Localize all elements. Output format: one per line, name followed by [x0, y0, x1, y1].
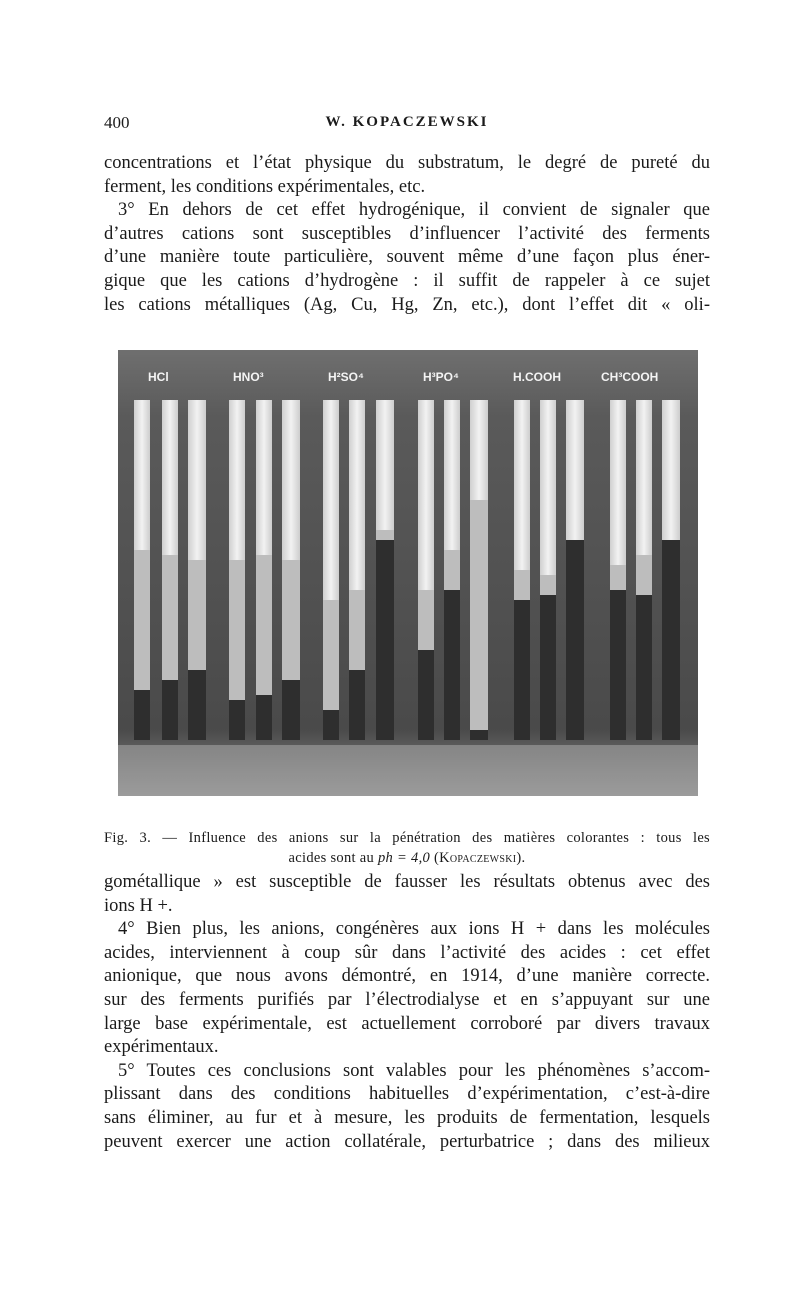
text-line: gique que les cations d’hydrogène : il suffit de rappeler à ce sujet: [104, 270, 710, 291]
text-line: ferment, les conditions expérimentales, etc.: [104, 176, 426, 197]
tube-mid-band: [229, 560, 245, 700]
figure-test-tubes-photo: [118, 350, 698, 796]
test-tube: [256, 400, 272, 740]
test-tube: [134, 400, 150, 740]
tube-mid-band: [540, 575, 556, 595]
text-line: large base expérimentale, est actuellement corroboré par divers travaux: [104, 1013, 710, 1034]
tube-dark-fill: [418, 650, 434, 740]
tube-mid-band: [256, 555, 272, 695]
photo-bottom-band: [118, 745, 698, 796]
figure-caption: [104, 828, 710, 868]
caption-line: [104, 848, 710, 868]
test-tube: [662, 400, 680, 740]
tube-dark-fill: [282, 680, 300, 740]
tube-mid-band: [162, 555, 178, 680]
paragraph-top: [104, 152, 710, 317]
label-ch3cooh: CH³COOH: [601, 370, 659, 384]
test-tube: [162, 400, 178, 740]
test-tube: [610, 400, 626, 740]
text-line: peuvent exercer une action collatérale, perturbatrice ; dans des milieux: [104, 1131, 710, 1152]
text-line: sur des ferments purifiés par l’électrodialyse et en s’appuyant sur une: [104, 989, 710, 1010]
text-line: plissant dans des conditions habituelles d’expérimentation, c’est-à-dire: [104, 1084, 710, 1105]
tube-mid-band: [636, 555, 652, 595]
text-line: acides, interviennent à coup sûr dans l’activité des acides : cet effet: [104, 942, 710, 963]
text-line: d’une manière toute particulière, souvent même d’une façon plus éner-: [104, 247, 710, 268]
test-tube: [418, 400, 434, 740]
test-tube: [566, 400, 584, 740]
tube-dark-fill: [444, 590, 460, 740]
tube-dark-fill: [514, 600, 530, 740]
caption-text: acides sont au: [288, 850, 378, 866]
tube-mid-band: [376, 530, 394, 540]
caption-ph: ph = 4,0: [377, 850, 431, 866]
text-line: anionique, que nous avons démontré, en 1914, d’une manière correcte.: [104, 966, 710, 987]
text-line: sans éliminer, au fur et à mesure, les produits de fermentation, lesquels: [104, 1107, 710, 1128]
tube-mid-band: [418, 590, 434, 650]
tube-mid-band: [470, 500, 488, 730]
test-tube: [470, 400, 488, 740]
tube-mid-band: [134, 550, 150, 690]
tube-mid-band: [188, 560, 206, 670]
tube-dark-fill: [566, 540, 584, 740]
tube-mid-band: [323, 600, 339, 710]
test-tube: [444, 400, 460, 740]
caption-line: Fig. 3. — Influence des anions sur la pénétration des matières colorantes : tous les: [104, 830, 710, 846]
running-title: W. KOPACZEWSKI: [325, 114, 489, 130]
label-hno3: HNO³: [233, 370, 264, 384]
text-line: gométallique » est susceptible de fausser les résultats obtenus avec des: [104, 872, 710, 892]
tube-dark-fill: [162, 680, 178, 740]
tube-dark-fill: [610, 590, 626, 740]
tube-dark-fill: [636, 595, 652, 740]
page-number: 400: [104, 113, 130, 132]
tube-dark-fill: [188, 670, 206, 740]
test-tube: [188, 400, 206, 740]
tube-dark-fill: [256, 695, 272, 740]
text-line: les cations métalliques (Ag, Cu, Hg, Zn, etc.), dont l’effet dit « oli-: [104, 294, 710, 315]
label-hcl: HCl: [148, 370, 169, 384]
text-line: concentrations et l’état physique du substratum, le degré de pureté du: [104, 153, 710, 173]
tube-mid-band: [514, 570, 530, 600]
tube-dark-fill: [229, 700, 245, 740]
tube-mid-band: [349, 590, 365, 670]
text-line: d’autres cations sont susceptibles d’influencer l’activité des ferments: [104, 223, 710, 244]
tube-dark-fill: [376, 540, 394, 740]
test-tube: [282, 400, 300, 740]
page-header: [104, 113, 710, 137]
text-line: ions H +.: [104, 895, 173, 916]
text-line: 4° Bien plus, les anions, congénères aux ions H + dans les molécules: [118, 919, 710, 940]
test-tube: [376, 400, 394, 740]
tube-dark-fill: [662, 540, 680, 740]
test-tube: [323, 400, 339, 740]
tube-dark-fill: [349, 670, 365, 740]
test-tube: [636, 400, 652, 740]
tube-dark-fill: [323, 710, 339, 740]
caption-author: (Kopaczewski).: [433, 850, 526, 866]
label-h3po4: H³PO⁴: [423, 370, 459, 384]
text-line: 5° Toutes ces conclusions sont valables pour les phénomènes s’accom-: [118, 1060, 710, 1081]
test-tube: [514, 400, 530, 740]
tube-mid-band: [444, 550, 460, 590]
test-tube: [540, 400, 556, 740]
label-hcooh: H.COOH: [513, 370, 561, 384]
paragraph-bottom: [104, 871, 710, 1154]
text-line: 3° En dehors de cet effet hydrogénique, il convient de signaler que: [118, 200, 710, 221]
text-line: expérimentaux.: [104, 1037, 219, 1058]
tube-mid-band: [610, 565, 626, 590]
test-tube: [349, 400, 365, 740]
tube-dark-fill: [470, 730, 488, 740]
tube-mid-band: [282, 560, 300, 680]
tube-dark-fill: [540, 595, 556, 740]
tube-dark-fill: [134, 690, 150, 740]
test-tube: [229, 400, 245, 740]
label-h2so4: H²SO⁴: [328, 370, 364, 384]
